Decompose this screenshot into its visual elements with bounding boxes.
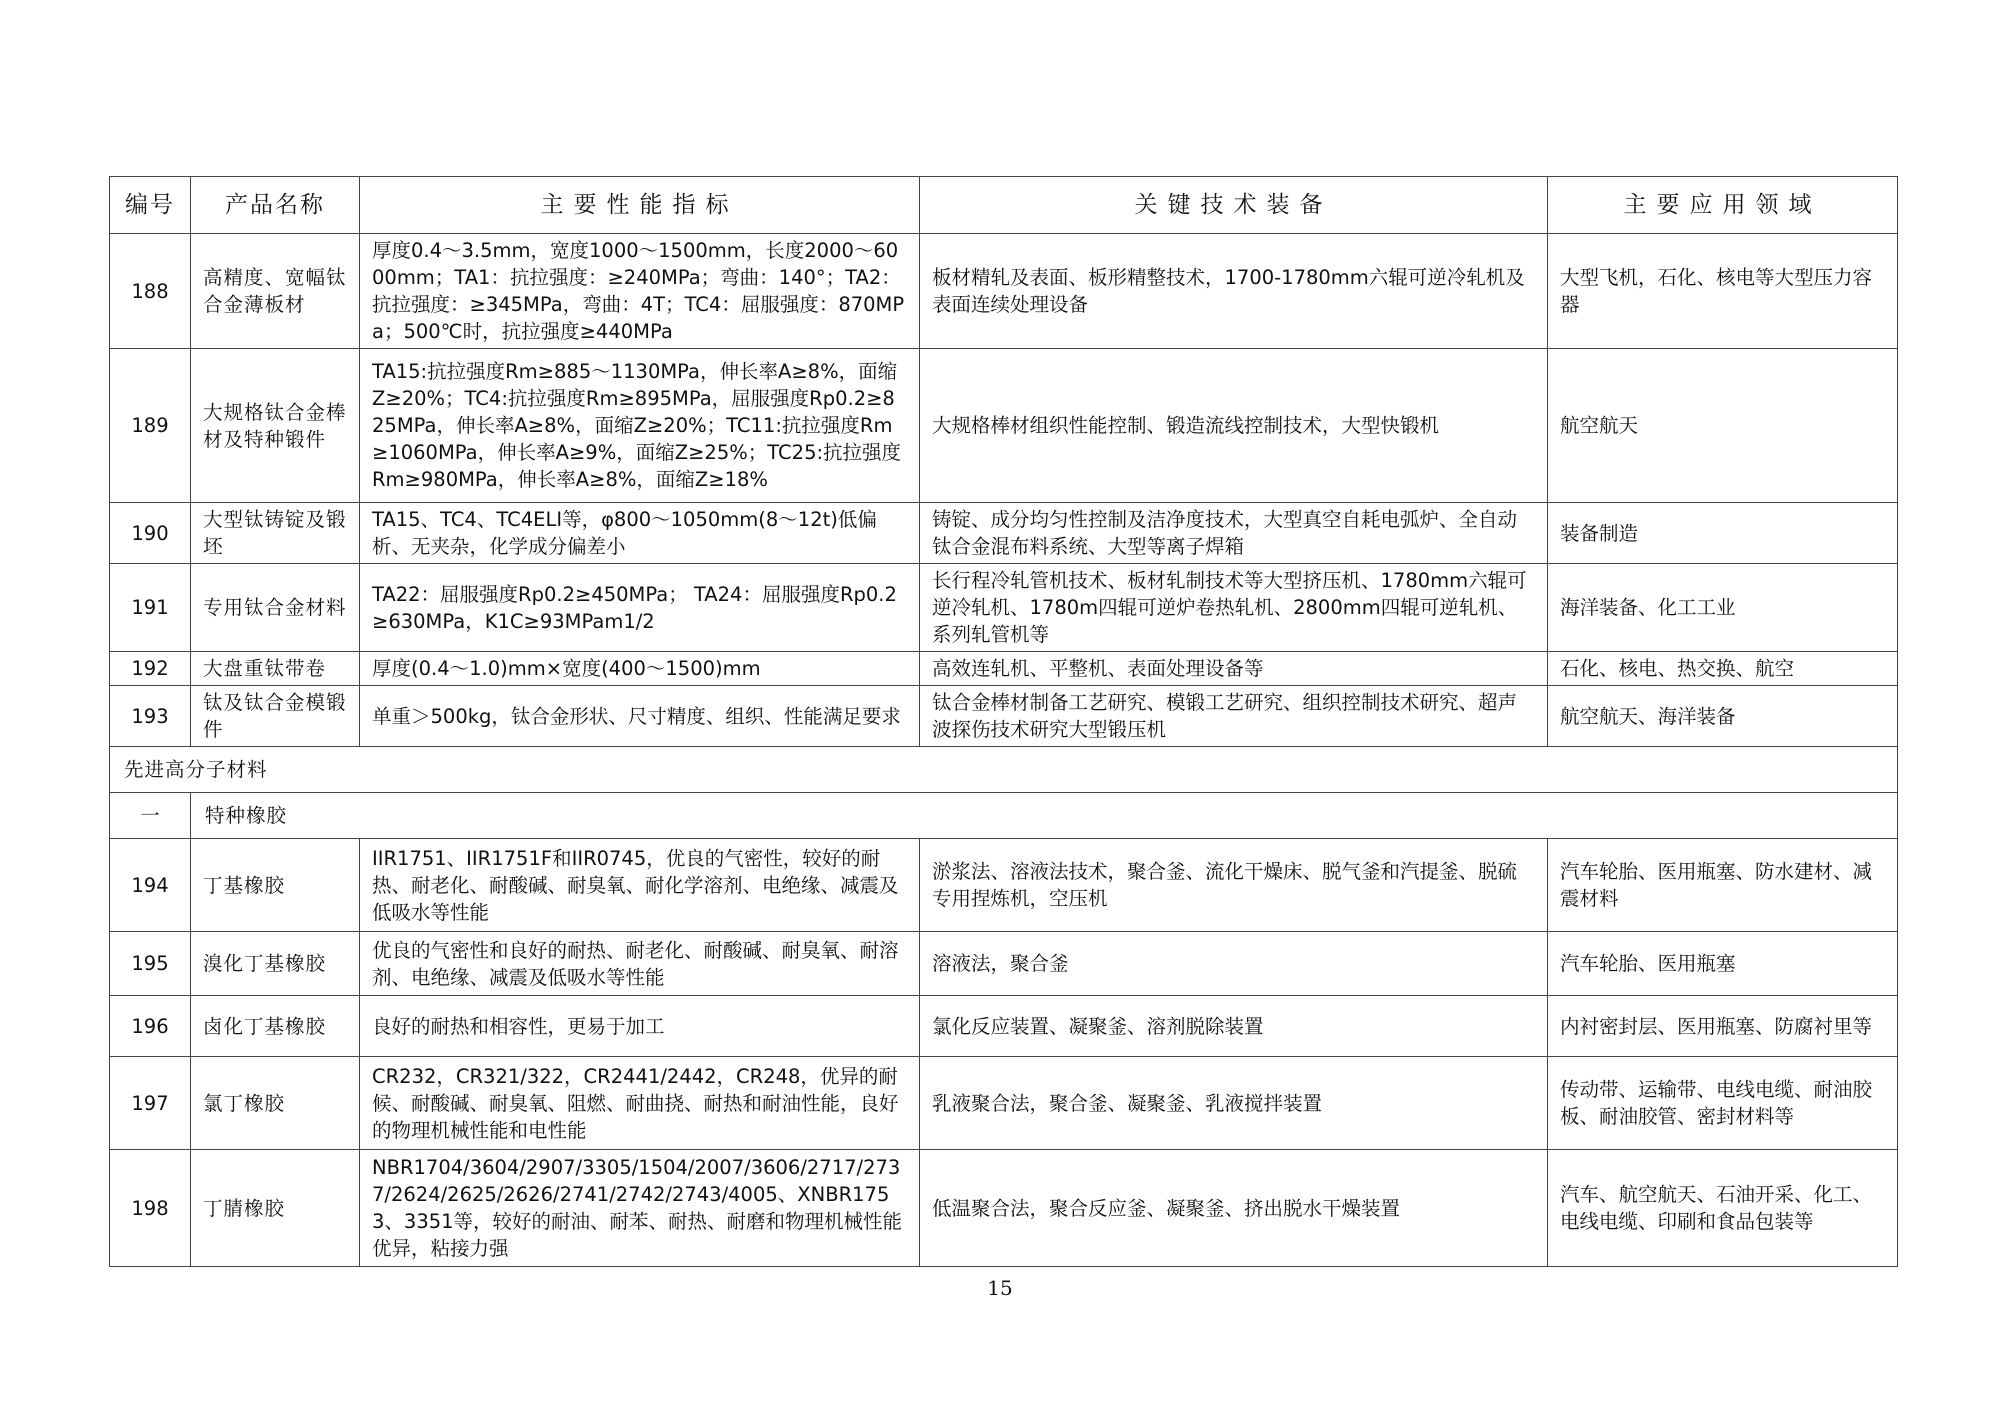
row-name: 大型钛铸锭及锻坯	[191, 503, 360, 564]
row-equip: 高效连轧机、平整机、表面处理设备等	[920, 652, 1548, 686]
row-name: 大盘重钛带卷	[191, 652, 360, 686]
row-spec: 良好的耐热和相容性，更易于加工	[360, 996, 920, 1057]
row-app: 航空航天、海洋装备	[1548, 686, 1898, 747]
header-app: 主要应用领域	[1548, 177, 1898, 234]
table-row	[110, 503, 1898, 564]
row-equip: 铸锭、成分均匀性控制及洁净度技术，大型真空自耗电弧炉、全自动钛合金混布料系统、大型等离子焊箱	[920, 503, 1548, 564]
row-app: 海洋装备、化工工业	[1548, 564, 1898, 652]
row-app: 传动带、运输带、电线电缆、耐油胶板、耐油胶管、密封材料等	[1548, 1057, 1898, 1150]
row-spec: 厚度(0.4～1.0)mm×宽度(400～1500)mm	[360, 652, 920, 686]
row-equip: 长行程冷轧管机技术、板材轧制技术等大型挤压机、1780mm六辊可逆冷轧机、1780m四辊可逆炉卷热轧机、2800mm四辊可逆轧机、系列轧管机等	[920, 564, 1548, 652]
table-row	[110, 564, 1898, 652]
row-spec: NBR1704/3604/2907/3305/1504/2007/3606/2717/2737/2624/2625/2626/2741/2742/2743/4005、XNBR1753、3351等，较好的耐油、耐苯、耐热、耐磨和物理机械性能优异，粘接力强	[360, 1150, 920, 1267]
header-spec: 主要性能指标	[360, 177, 920, 234]
row-num: 195	[110, 932, 191, 996]
row-num: 192	[110, 652, 191, 686]
row-name: 专用钛合金材料	[191, 564, 360, 652]
row-app: 内衬密封层、医用瓶塞、防腐衬里等	[1548, 996, 1898, 1057]
row-app: 汽车、航空航天、石油开采、化工、电线电缆、印刷和食品包装等	[1548, 1150, 1898, 1267]
row-num: 196	[110, 996, 191, 1057]
table-row	[110, 1150, 1898, 1267]
row-app: 石化、核电、热交换、航空	[1548, 652, 1898, 686]
row-spec: 优良的气密性和良好的耐热、耐老化、耐酸碱、耐臭氧、耐溶剂、电绝缘、减震及低吸水等性能	[360, 932, 920, 996]
subsection-title: 特种橡胶	[191, 793, 1898, 839]
row-name: 溴化丁基橡胶	[191, 932, 360, 996]
row-num: 188	[110, 234, 191, 349]
section-title: 先进高分子材料	[110, 747, 1898, 793]
row-num: 193	[110, 686, 191, 747]
product-table	[109, 176, 1898, 1267]
row-spec: TA15、TC4、TC4ELI等，φ800～1050mm(8～12t)低偏析、无夹杂，化学成分偏差小	[360, 503, 920, 564]
row-app: 汽车轮胎、医用瓶塞、防水建材、减震材料	[1548, 839, 1898, 932]
table-row	[110, 839, 1898, 932]
row-equip: 板材精轧及表面、板形精整技术，1700-1780mm六辊可逆冷轧机及表面连续处理设备	[920, 234, 1548, 349]
section-row	[110, 747, 1898, 793]
header-name: 产品名称	[191, 177, 360, 234]
row-name: 大规格钛合金棒材及特种锻件	[191, 349, 360, 503]
row-name: 钛及钛合金模锻件	[191, 686, 360, 747]
page-number: 15	[987, 1276, 1013, 1300]
table-row	[110, 234, 1898, 349]
row-spec: IIR1751、IIR1751F和IIR0745，优良的气密性，较好的耐热、耐老化、耐酸碱、耐臭氧、耐化学溶剂、电绝缘、减震及低吸水等性能	[360, 839, 920, 932]
row-equip: 溶液法，聚合釜	[920, 932, 1548, 996]
table-row	[110, 652, 1898, 686]
table-row	[110, 349, 1898, 503]
row-num: 190	[110, 503, 191, 564]
row-equip: 乳液聚合法，聚合釜、凝聚釜、乳液搅拌装置	[920, 1057, 1548, 1150]
table-header-row	[110, 177, 1898, 234]
row-num: 197	[110, 1057, 191, 1150]
row-equip: 低温聚合法，聚合反应釜、凝聚釜、挤出脱水干燥装置	[920, 1150, 1548, 1267]
row-name: 高精度、宽幅钛合金薄板材	[191, 234, 360, 349]
row-equip: 淤浆法、溶液法技术，聚合釜、流化干燥床、脱气釜和汽提釜、脱硫专用捏炼机，空压机	[920, 839, 1548, 932]
row-name: 卤化丁基橡胶	[191, 996, 360, 1057]
row-app: 装备制造	[1548, 503, 1898, 564]
row-equip: 大规格棒材组织性能控制、锻造流线控制技术，大型快锻机	[920, 349, 1548, 503]
row-equip: 钛合金棒材制备工艺研究、模锻工艺研究、组织控制技术研究、超声波探伤技术研究大型锻压机	[920, 686, 1548, 747]
table-row	[110, 1057, 1898, 1150]
table-row	[110, 996, 1898, 1057]
header-num: 编号	[110, 177, 191, 234]
row-num: 191	[110, 564, 191, 652]
row-num: 189	[110, 349, 191, 503]
row-spec: TA22：屈服强度Rp0.2≥450MPa； TA24：屈服强度Rp0.2≥630MPa，K1C≥93MPam1/2	[360, 564, 920, 652]
header-equip: 关键技术装备	[920, 177, 1548, 234]
row-app: 汽车轮胎、医用瓶塞	[1548, 932, 1898, 996]
subsection-row	[110, 793, 1898, 839]
table-row	[110, 686, 1898, 747]
row-equip: 氯化反应装置、凝聚釜、溶剂脱除装置	[920, 996, 1548, 1057]
row-num: 194	[110, 839, 191, 932]
row-num: 198	[110, 1150, 191, 1267]
row-app: 大型飞机，石化、核电等大型压力容器	[1548, 234, 1898, 349]
row-spec: CR232，CR321/322，CR2441/2442，CR248，优异的耐候、耐酸碱、耐臭氧、阻燃、耐曲挠、耐热和耐油性能，良好的物理机械性能和电性能	[360, 1057, 920, 1150]
row-spec: 单重＞500kg，钛合金形状、尺寸精度、组织、性能满足要求	[360, 686, 920, 747]
row-app: 航空航天	[1548, 349, 1898, 503]
row-spec: TA15:抗拉强度Rm≥885～1130MPa，伸长率A≥8%，面缩Z≥20%；TC4:抗拉强度Rm≥895MPa，屈服强度Rp0.2≥825MPa，伸长率A≥8%，面缩Z≥20%；TC11:抗拉强度Rm≥1060MPa，伸长率A≥9%，面缩Z≥25%；TC25:抗拉强度Rm≥980MPa，伸长率A≥8%，面缩Z≥18%	[360, 349, 920, 503]
row-name: 氯丁橡胶	[191, 1057, 360, 1150]
row-spec: 厚度0.4～3.5mm，宽度1000～1500mm，长度2000～6000mm；TA1：抗拉强度：≥240MPa；弯曲：140°；TA2：抗拉强度：≥345MPa，弯曲：4T；TC4：屈服强度：870MPa；500℃时，抗拉强度≥440MPa	[360, 234, 920, 349]
subsection-num: 一	[110, 793, 191, 839]
table-row	[110, 932, 1898, 996]
row-name: 丁基橡胶	[191, 839, 360, 932]
row-name: 丁腈橡胶	[191, 1150, 360, 1267]
